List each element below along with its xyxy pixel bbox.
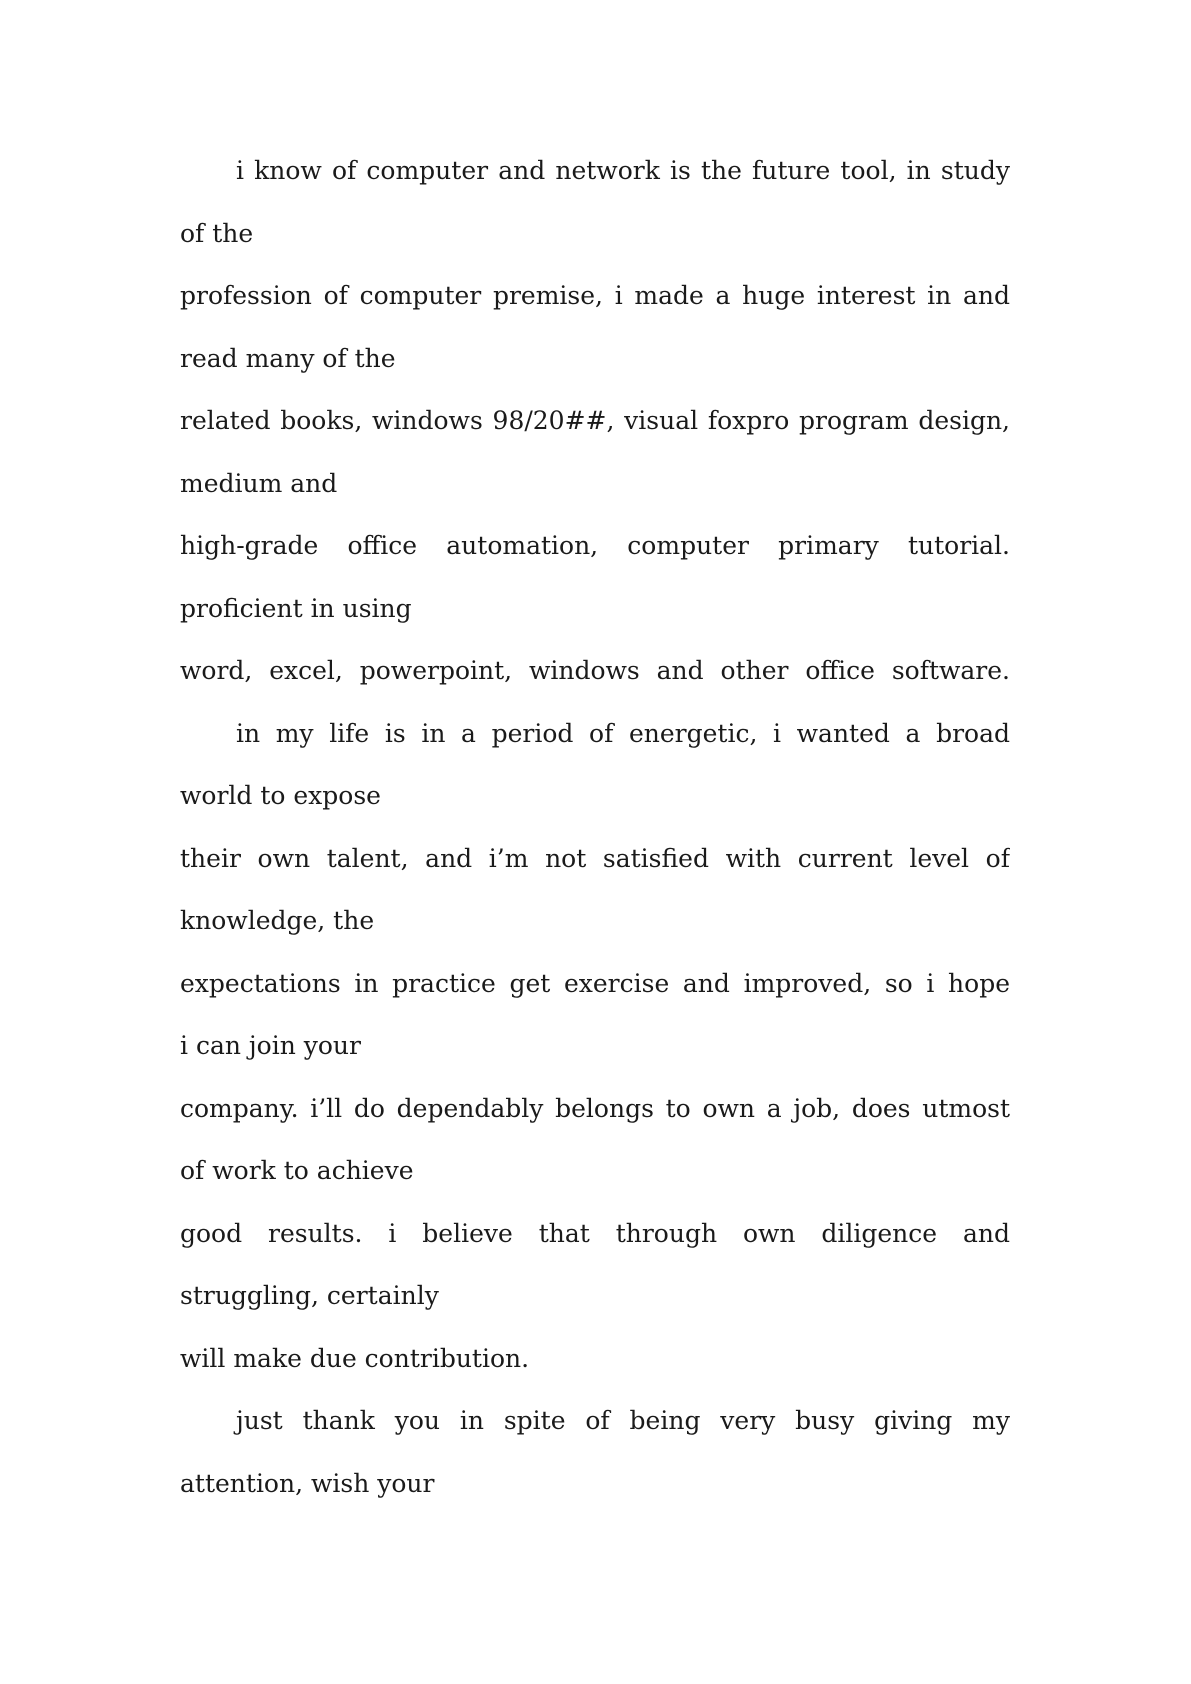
- text-line: struggling, certainly: [180, 1281, 439, 1310]
- text-line: company. i’ll do dependably belongs to own a job, does utmost: [180, 1093, 1010, 1123]
- text-line: high-grade office automation, computer primary tutorial.: [180, 531, 1010, 560]
- text-line: knowledge, the: [180, 906, 375, 935]
- text-line: expectations in practice get exercise and improved, so i hope: [180, 968, 1010, 998]
- document-body: [180, 140, 1010, 1515]
- text-line: i know of computer and network is the future tool, in study: [236, 156, 1010, 185]
- text-line: of the: [180, 218, 254, 248]
- text-line: good results. i believe that through own diligence and: [180, 1218, 1010, 1248]
- text-line: will make due contribution.: [180, 1343, 530, 1373]
- text-line: medium and: [180, 468, 338, 498]
- text-line: word, excel, powerpoint, windows and other office software.: [180, 656, 1010, 685]
- text-line: world to expose: [180, 781, 381, 810]
- text-line: profession of computer premise, i made a huge interest in and: [180, 281, 1010, 310]
- text-line: of work to achieve: [180, 1156, 414, 1185]
- text-line: read many of the: [180, 343, 396, 373]
- text-line: attention, wish your: [180, 1468, 435, 1498]
- text-line: proficient in using: [180, 593, 412, 623]
- text-line: related books, windows 98/20##, visual foxpro program design,: [180, 406, 1010, 435]
- text-line: their own talent, and i’m not satisfied with current level of: [180, 843, 1010, 873]
- text-line: i can join your: [180, 1031, 361, 1060]
- text-line: in my life is in a period of energetic, i wanted a broad: [236, 718, 1010, 748]
- text-line: just thank you in spite of being very busy giving my: [236, 1406, 1010, 1435]
